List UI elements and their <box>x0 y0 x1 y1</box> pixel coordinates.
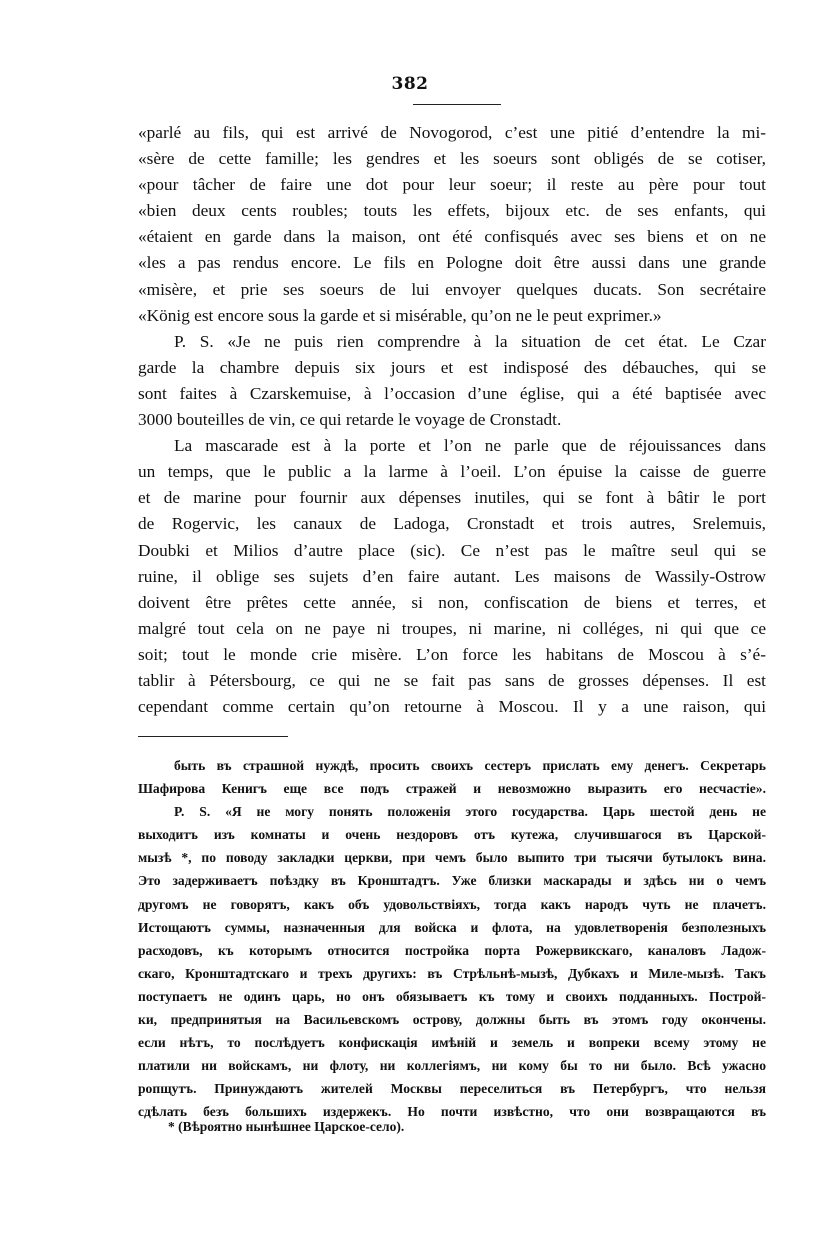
text-line: tablir à Pétersbourg, ce qui ne se fait pas sans de grosses dépenses. Il est <box>138 670 766 690</box>
text-line: La mascarade est à la porte et l’on ne parle que de réjouissances dans <box>174 436 766 456</box>
text-line: если нѣтъ, то послѣдуетъ конфискація имѣній и земель и вопреки всему этому не <box>138 1035 766 1051</box>
main-text <box>138 120 766 720</box>
text-line: soit; tout le monde crie misère. L’on force les habitans de Moscou à s’é- <box>138 644 766 664</box>
text-line: поступаетъ не одинъ царь, но онъ обязываетъ къ тому и своихъ подданныхъ. Построй- <box>138 988 766 1004</box>
page-number-rule <box>413 104 501 105</box>
text-line: un temps, que le public a la larme à l’oeil. L’on épuise la caisse de guerre <box>138 462 766 482</box>
text-line: «étaient en garde dans la maison, ont été confisqués avec ses biens et on ne <box>138 227 766 247</box>
text-line: ruine, il oblige ses sujets d’en faire autant. Les maisons de Wassily-Ostrow <box>138 566 766 586</box>
text-line: «sère de cette famille; les gendres et les soeurs sont obligés de se cotiser, <box>138 149 766 169</box>
text-line: «pour tâcher de faire une dot pour leur soeur; il reste au père pour tout <box>138 175 766 195</box>
text-line: P. S. «Я не могу понять положенія этого государства. Царь шестой день не <box>174 804 766 820</box>
text-line: другомъ не говорятъ, какъ объ удовольствіяхъ, тогда какъ народъ чуть не плачетъ. <box>138 896 766 912</box>
footnote: * (Вѣроятно нынѣшнее Царское-село). <box>168 1119 405 1134</box>
text-line: 3000 bouteilles de vin, ce qui retarde le voyage de Cronstadt. <box>138 410 562 430</box>
text-line: ки, предпринятыя на Васильевскомъ острову, должны быть въ этомъ году окончены. <box>138 1012 766 1028</box>
text-line: Doubki et Milios d’autre place (sic). Ce n’est pas le maître seul qui se <box>138 540 766 560</box>
text-line: выходитъ изъ комнаты и очень нездоровъ отъ кутежа, случившагося въ Царской- <box>138 827 766 843</box>
text-line: sont faites à Czarskemuise, à l’occasion d’une église, qui a été baptisée avec <box>138 383 766 403</box>
text-line: сдѣлать безъ большихъ издержекъ. Но почти извѣстно, что они возвращаются въ <box>138 1104 766 1120</box>
text-line: платили ни войскамъ, ни флоту, ни коллегіямъ, ни кому бы то ни было. Всѣ ужасно <box>138 1058 766 1074</box>
text-line: «misère, et prie ses soeurs de lui envoyer quelques ducats. Son secrétaire <box>138 279 766 299</box>
text-line: P. S. «Je ne puis rien comprendre à la situation de cet état. Le Czar <box>174 331 766 351</box>
text-line: «König est encore sous la garde et si misérable, qu’on ne le peut exprimer.» <box>138 305 662 325</box>
text-line: de Rogervic, les canaux de Ladoga, Cronstadt et trois autres, Srelemuis, <box>138 514 766 534</box>
text-line: скаго, Кронштадтскаго и трехъ другихъ: въ Стрѣльнѣ-мызѣ, Дубкахъ и Миле-мызѣ. Такъ <box>138 965 766 981</box>
text-line: Истощаютъ суммы, назначенныя для войска и флота, на удовлетворенія безполезныхъ <box>138 919 766 935</box>
text-line: мызѣ *, по поводу закладки церкви, при чемъ было выпито три тысячи бутылокъ вина. <box>138 850 766 866</box>
text-line: расходовъ, къ которымъ относится постройка порта Рожервикскаго, каналовъ Ладож- <box>138 942 766 958</box>
text-line: cependant comme certain qu’on retourne à Moscou. Il y a une raison, qui <box>138 697 766 717</box>
text-line: Шафирова Кенигъ еще все подъ стражей и невозможно выразить его несчастіе». <box>138 781 766 797</box>
text-line: «les a pas rendus encore. Le fils en Pologne doit être aussi dans une grande <box>138 253 766 273</box>
text-line: быть въ страшной нуждѣ, просить своихъ сестеръ прислать ему денегъ. Секретарь <box>174 758 766 773</box>
text-line: malgré tout cela on ne paye ni troupes, ni marine, ni colléges, ni qui que ce <box>138 618 766 638</box>
footnote-divider <box>138 736 288 737</box>
translation-text <box>138 754 766 1124</box>
text-line: «parlé au fils, qui est arrivé de Novogorod, c’est une pitié d’entendre la mi- <box>138 123 766 142</box>
text-line: doivent être prêtes cette année, si non, confiscation de biens et terres, et <box>138 592 766 612</box>
page-number: 382 <box>391 74 429 94</box>
text-line: ропщутъ. Принуждаютъ жителей Москвы переселиться въ Петербургъ, что нельзя <box>138 1081 766 1097</box>
text-line: garde la chambre depuis six jours et est indisposé des débauches, qui se <box>138 357 766 377</box>
text-line: Это задерживаетъ поѣздку въ Кронштадтъ. Уже близки маскарады и здѣсь ни о чемъ <box>138 873 766 889</box>
text-line: et de marine pour fournir aux dépenses inutiles, qui se font à bâtir le port <box>138 488 766 508</box>
text-line: «bien deux cents roubles; touts les effets, bijoux etc. de ses enfants, qui <box>138 201 766 221</box>
